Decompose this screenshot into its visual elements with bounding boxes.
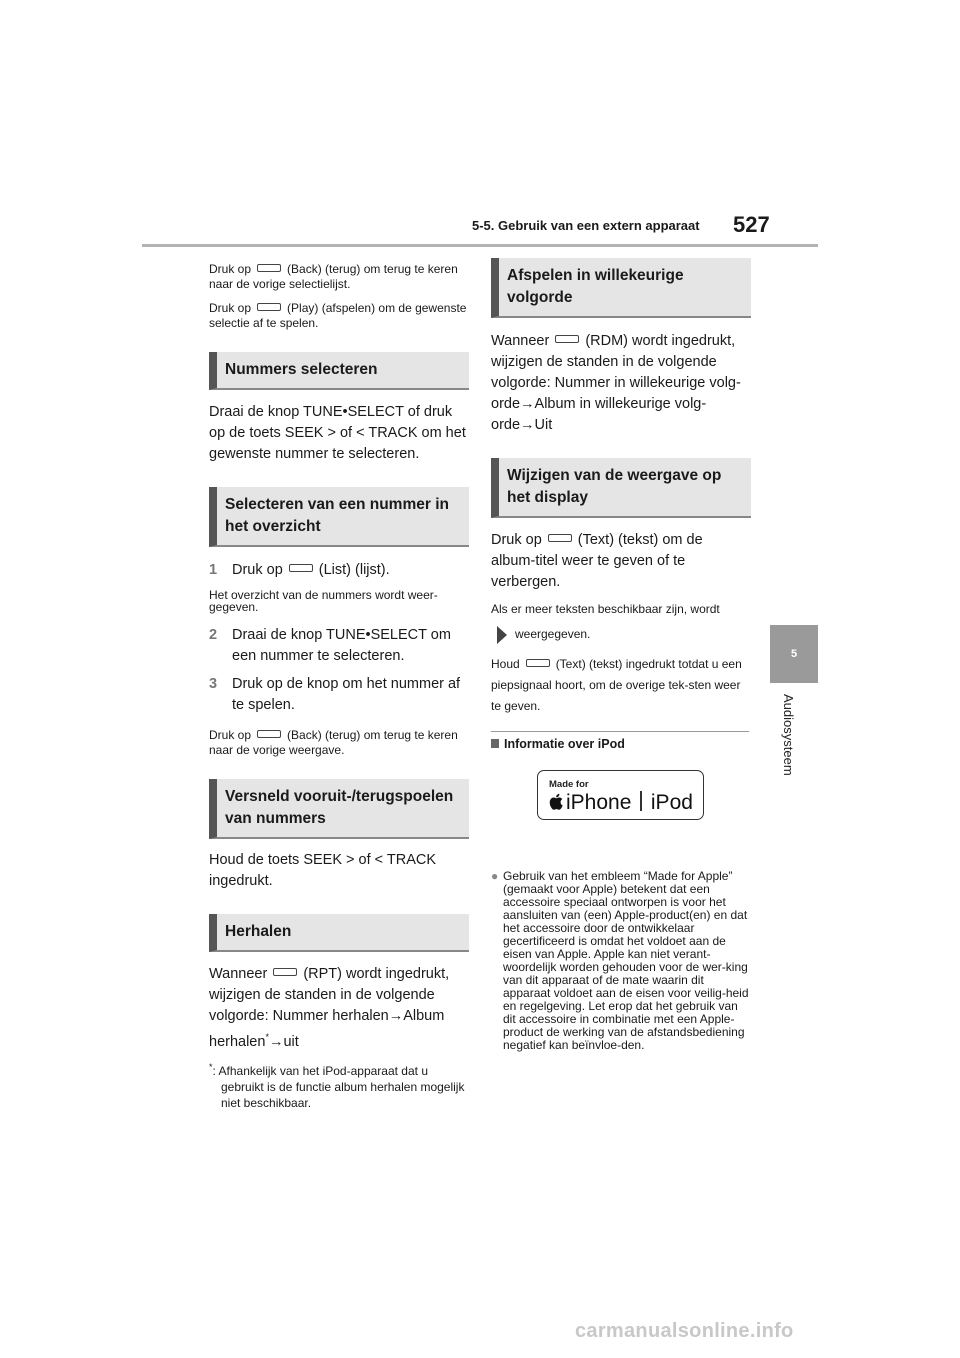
section-overzicht: Selecteren van een nummer in het overzicht (209, 487, 469, 547)
info-rule (491, 731, 749, 732)
button-icon (555, 335, 579, 343)
button-icon (257, 303, 281, 311)
page-number: 527 (733, 212, 770, 237)
footnote: *: Afhankelijk van het iPod-apparaat dat u gebruikt is de functie album herhalen mogelijk niet beschikbaar. (209, 1061, 465, 1110)
random-body: Wanneer (RDM) wordt ingedrukt, wijzigen de standen in de volgende volgorde: Nummer in willekeurige volg-orde→Album in willekeurige volg-orde→Uit (491, 333, 741, 433)
chapter-label: Audiosysteem (781, 694, 796, 776)
section-willekeurig: Afspelen in willekeurige volgorde (491, 258, 751, 318)
info-heading: Informatie over iPod (491, 737, 751, 751)
square-bullet-icon (491, 739, 499, 748)
right-column (491, 256, 751, 751)
button-icon (548, 534, 572, 542)
step-1: 1 Druk op (List) (lijst). (209, 562, 390, 578)
chapter-tab: 5 (770, 625, 818, 683)
play-note: Druk op (Play) (afspelen) om de gewenste selectie af te spelen. (209, 301, 467, 330)
made-for-iphone-ipod-badge: Made for iPhone iPod (537, 770, 704, 820)
bullet-made-for-apple: ● Gebruik van het embleem “Made for Apple” (gemaakt voor Apple) betekent dat een accessoire speciaal ontworpen is voor het aansluiten van (een) Apple-product(en) en dat het accessoire door de ontwikkelaar gecertificeerd is omdat het voldoet aan de eisen van Apple. Apple kan niet verant-woordelijk worden gehouden voor de wer-king van dit apparaat of de mate waarin dit apparaat voldoet aan de eisen voor veilig-heid en regelgeving. Let erop dat het gebruik van dit accessoire in combinatie met een Apple-product de werking van de afstandsbediening negatief kan beïnvloe-den. (491, 869, 749, 1052)
hold-note: Houd (Text) (tekst) ingedrukt totdat u een piepsignaal hoort, om de overige tek-sten weer te geven. (491, 657, 742, 713)
step-2: 2 Draai de knop TUNE•SELECT om een nummer te selecteren. (209, 627, 451, 664)
button-icon (526, 659, 550, 667)
back-note-1: Druk op (Back) (terug) om terug te keren naar de vorige selectielijst. (209, 262, 458, 291)
step-1-note: Het overzicht van de nummers wordt weer-gegeven. (209, 588, 438, 614)
more-text-note: Als er meer teksten beschikbaar zijn, wordt (491, 602, 720, 616)
button-icon (257, 264, 281, 272)
herhalen-body: Wanneer (RPT) wordt ingedrukt, wijzigen de standen in de volgende volgorde: Nummer herhalen→Album herhalen*→uit (209, 966, 450, 1050)
step-3: 3 Druk op de knop om het nummer af te spelen. (209, 676, 461, 713)
back-note-2: Druk op (Back) (terug) om terug te keren naar de vorige weergave. (209, 728, 458, 757)
bullet-dot-icon: ● (491, 869, 499, 883)
nummers-body: Draai de knop TUNE•SELECT of druk op de toets SEEK > of < TRACK om het gewenste nummer te selecteren. (209, 404, 466, 462)
button-icon (257, 730, 281, 738)
more-text-note-2: weergegeven. (491, 626, 751, 644)
section-nummers-selecteren: Nummers selecteren (209, 352, 469, 390)
bullet-block (491, 870, 751, 1052)
display-body: Druk op (Text) (tekst) om de album-titel weer te geven of te verbergen. (491, 532, 703, 590)
section-herhalen: Herhalen (209, 914, 469, 952)
running-header: 5-5. Gebruik van een extern apparaat (472, 218, 700, 233)
versneld-body: Houd de toets SEEK > of < TRACK ingedrukt. (209, 852, 437, 889)
watermark: carmanualsonline.info (575, 1320, 794, 1342)
apple-logo-icon (549, 793, 563, 810)
button-icon (289, 564, 313, 572)
left-column (209, 256, 469, 1111)
section-versneld: Versneld vooruit-/terugspoelen van nummers (209, 779, 469, 839)
section-display: Wijzigen van de weergave op het display (491, 458, 751, 518)
header-rule (142, 244, 818, 247)
button-icon (273, 968, 297, 976)
arrow-right-icon (497, 626, 507, 644)
